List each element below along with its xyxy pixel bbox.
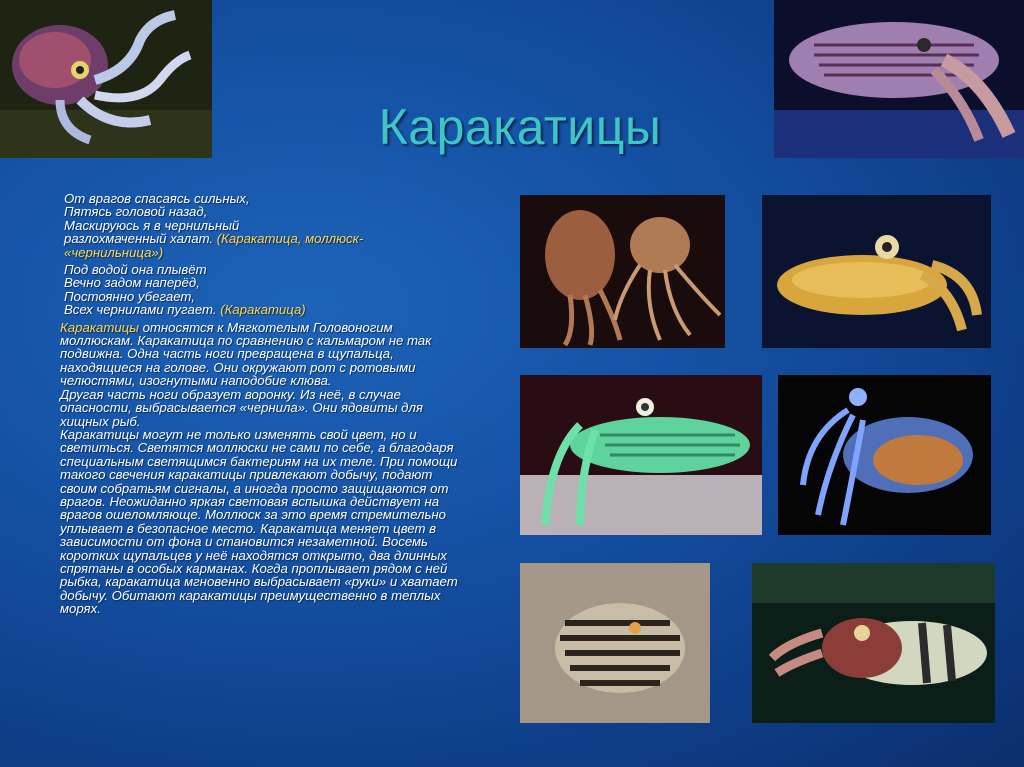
riddle-2-line-2: Вечно задом наперёд, <box>64 275 200 291</box>
riddle-2-line-3: Постоянно убегает, <box>64 288 195 304</box>
riddle-1-line-4: разлохмаченный халат. <box>64 231 217 247</box>
riddle-1-answer: (Каракатица, моллюск- «чернильница») <box>64 231 364 260</box>
cuttlefish-photo-top-left <box>0 0 212 158</box>
riddle-2-line-1: Под водой она плывёт <box>64 262 207 278</box>
cuttlefish-photo-3 <box>520 375 762 535</box>
cuttlefish-photo-4 <box>778 375 991 535</box>
riddle-1-line-2: Пятясь головой назад, <box>64 204 208 220</box>
description <box>60 321 460 616</box>
description-text: относятся к Мягкотелым Головоногим моллюскам. Каракатица по сравнению с кальмаром не так подвижна. Одна часть ноги превращена в щупальца, находящиеся на голове. Они окружают рот с ротовыми челюстями, изогнутыми наподобие клюва. <box>60 319 432 389</box>
riddle-2-line-4: Всех чернилами пугает. <box>64 302 221 318</box>
description-ink: Другая часть ноги образует воронку. Из неё, в случае опасности, выбрасывается «чернила». Они ядовиты для хищных рыб. <box>60 386 423 429</box>
slide-title: Каракатицы <box>378 99 662 155</box>
riddle-1-line-1: От врагов спасаясь сильных, <box>64 191 250 206</box>
riddle-1-line-3: Маскируюсь я в чернильный <box>64 217 240 233</box>
cuttlefish-photo-5 <box>520 563 710 723</box>
cuttlefish-photo-1 <box>520 195 725 348</box>
description-glow: Каракатицы могут не только изменять свой цвет, но и светиться. Светятся моллюски не сами по себе, а благодаря специальным светящимся бактериям на их теле. При помощи такого свечения каракатицы привлекают добычу, подают своим собратьям сигналы, а иногда просто защищаются от врагов. Неожиданно яркая световая вспышка действует на врагов ошеломляюще. Моллюск за это время стремительно уплывает в безопасное место. Каракатица меняет цвет в зависимости от фона и становится незаметной. Восемь коротких щупальцев у неё находятся открыто, два длинных спрятаны в особых карманах. Когда проплывает рядом с ней рыбка, каракатица мгновенно выбрасывает «руки» и хватает добычу. Обитают каракатицы преимущественно в теплых морях. <box>60 426 458 617</box>
cuttlefish-photo-6 <box>752 563 995 723</box>
riddle-2 <box>60 263 460 317</box>
description-keyword: Каракатицы <box>60 319 139 335</box>
cuttlefish-photo-top-right <box>774 0 1024 158</box>
riddle-1 <box>60 192 460 259</box>
riddle-2-answer: (Каракатица) <box>220 302 306 318</box>
text-block <box>60 192 460 620</box>
cuttlefish-photo-2 <box>762 195 991 348</box>
